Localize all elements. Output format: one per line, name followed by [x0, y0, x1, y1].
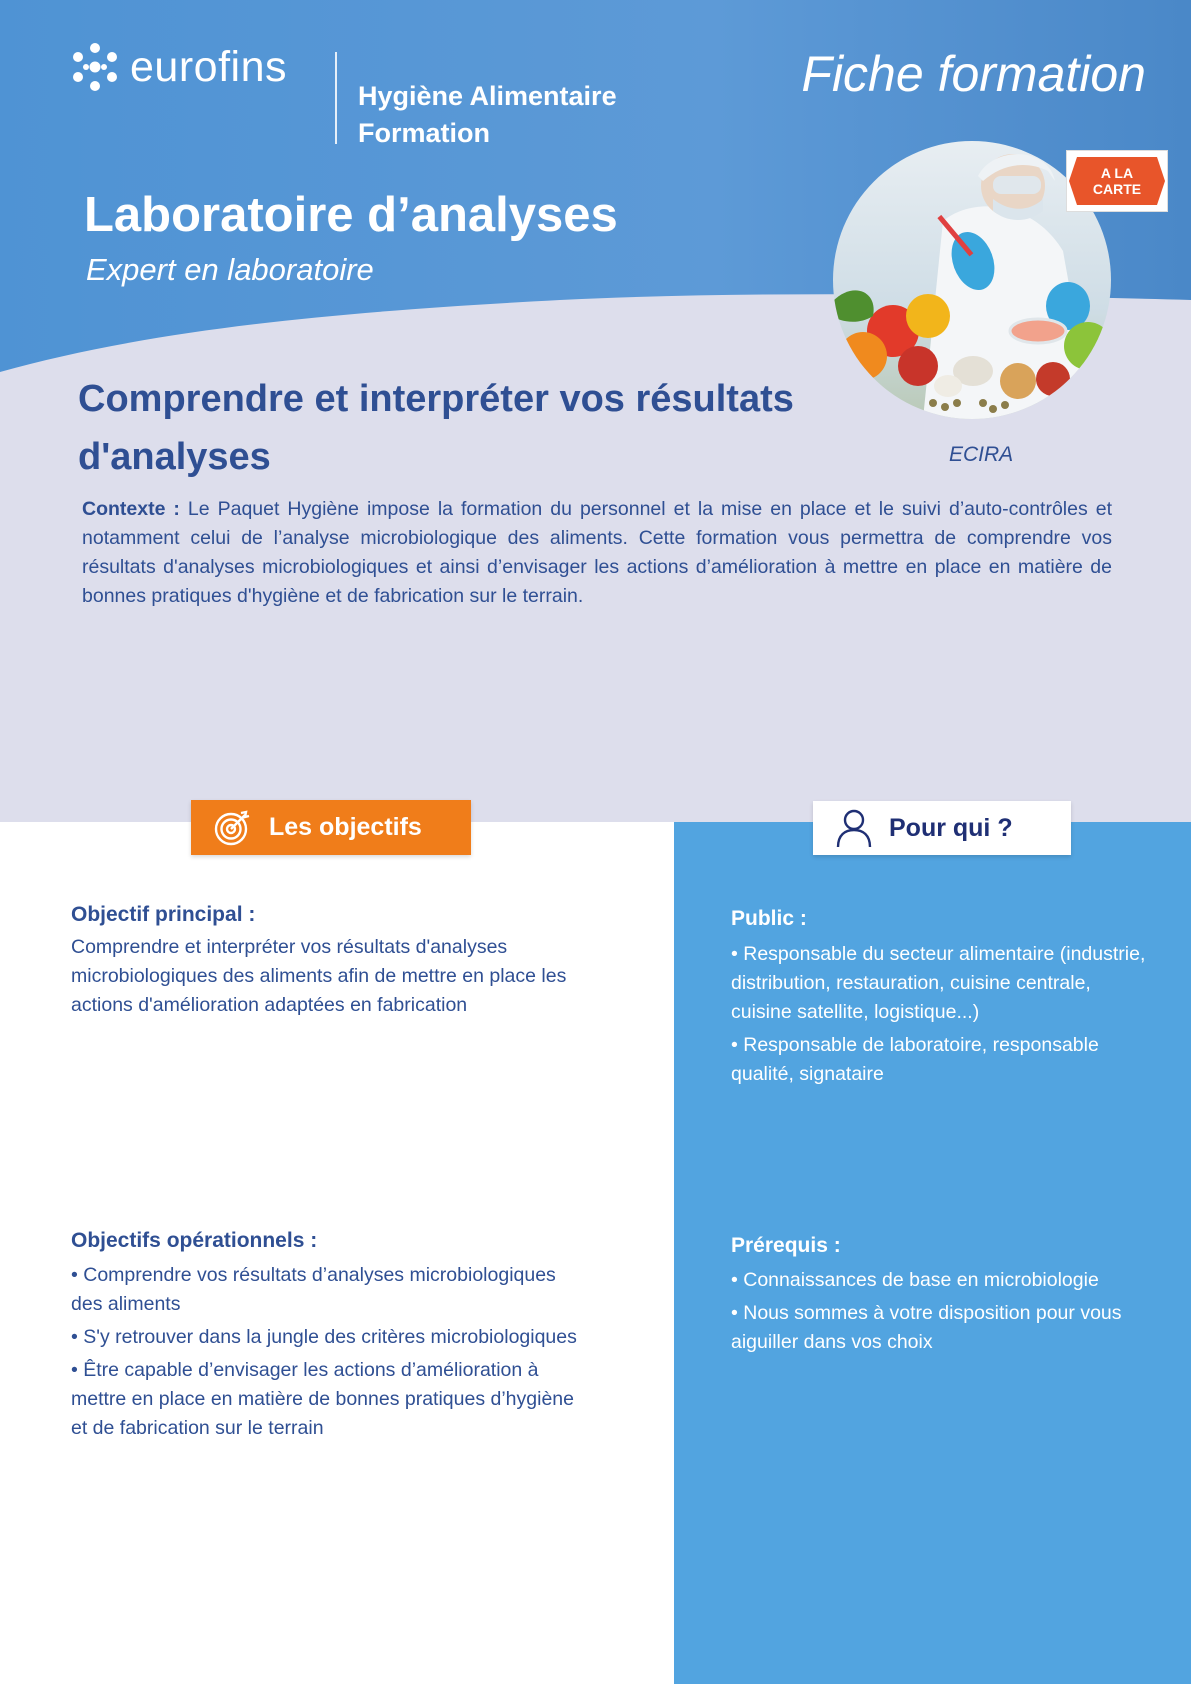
context-label: Contexte :	[82, 498, 180, 520]
public-list	[731, 940, 1151, 1093]
operational-objectives-list	[71, 1261, 591, 1447]
division-line-1: Hygiène Alimentaire	[358, 81, 617, 111]
course-title-line-1: Comprendre et interpréter vos résultats	[78, 378, 794, 420]
list-item: • S'y retrouver dans la jungle des critères microbiologiques	[71, 1326, 577, 1348]
main-objective-heading: Objectif principal :	[71, 903, 256, 926]
organization-label: ECIRA	[949, 443, 1014, 466]
division-line-2: Formation	[358, 118, 490, 148]
operational-objectives-heading: Objectifs opérationnels :	[71, 1229, 318, 1252]
context-text: Le Paquet Hygiène impose la formation du personnel et la mise en place et le suivi d’auto-contrôles et notamment celui de l’analyse microbiologique des aliments. Cette formation vous permettra de comprendre vos résultats d'analyses microbiologiques et ainsi d’envisager les actions d’amélioration à mettre en place en matière de bonnes pratiques d'hygiène et de fabrication sur le terrain.	[82, 498, 1112, 607]
page-subtitle: Expert en laboratoire	[86, 252, 374, 287]
list-item: • Comprendre vos résultats d’analyses microbiologiques des aliments	[71, 1264, 556, 1315]
prerequisites-heading: Prérequis :	[731, 1234, 841, 1257]
page-title: Laboratoire d’analyses	[84, 188, 618, 242]
objectives-title: Les objectifs	[269, 813, 422, 841]
eurofins-logo	[70, 42, 287, 92]
division-label	[358, 78, 617, 152]
list-item: • Connaissances de base en microbiologie	[731, 1269, 1099, 1291]
logo-divider	[335, 52, 337, 144]
a-la-carte-badge	[1066, 150, 1168, 212]
audience-title: Pour qui ?	[889, 813, 1013, 842]
context-paragraph	[82, 495, 1112, 611]
badge-text	[1067, 151, 1167, 197]
public-heading: Public :	[731, 907, 807, 930]
list-item: • Nous sommes à votre disposition pour vous aiguiller dans vos choix	[731, 1302, 1122, 1353]
main-objective-text: Comprendre et interpréter vos résultats d'analyses microbiologiques des aliments afin de mettre en place les actions d'amélioration adaptées en fabrication	[71, 936, 567, 1016]
course-title-line-2: d'analyses	[78, 436, 271, 478]
badge-line-2: CARTE	[1092, 181, 1142, 197]
list-item: • Responsable de laboratoire, responsable qualité, signataire	[731, 1034, 1099, 1085]
list-item: • Responsable du secteur alimentaire (industrie, distribution, restauration, cuisine centrale, cuisine satellite, logistique...)	[731, 943, 1146, 1023]
list-item: • Être capable d’envisager les actions d’amélioration à mettre en place en matière de bonnes pratiques d’hygiène et de fabrication sur le terrain	[71, 1359, 574, 1439]
document-type: Fiche formation	[801, 46, 1146, 102]
target-icon	[213, 809, 251, 847]
person-icon	[835, 808, 873, 848]
objectives-section-header	[191, 800, 471, 855]
prerequisites-list	[731, 1266, 1161, 1361]
audience-section-header	[813, 801, 1071, 855]
badge-line-1: A LA	[1100, 165, 1134, 181]
course-title	[78, 370, 838, 486]
logo-wordmark: eurofins	[130, 43, 287, 91]
eurofins-dots-icon	[70, 42, 120, 92]
